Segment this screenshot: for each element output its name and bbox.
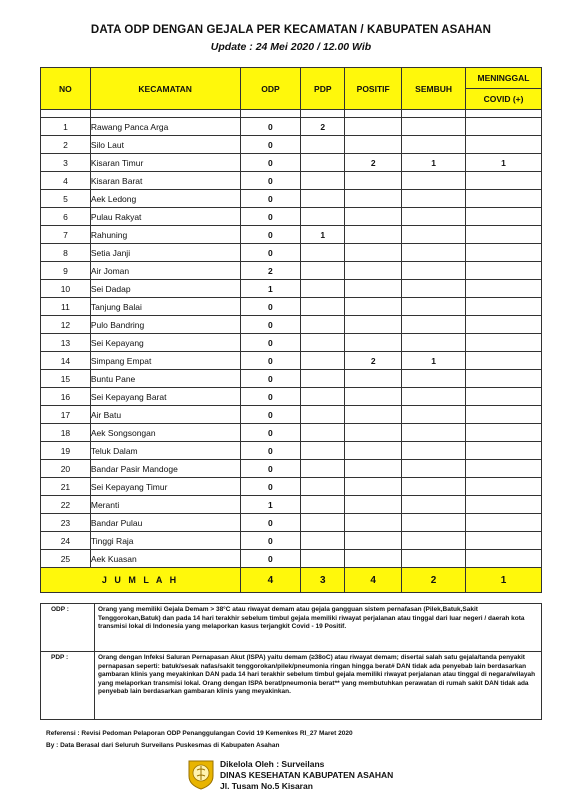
total-pdp: 3 xyxy=(301,568,345,593)
cell-kecamatan: Aek Ledong xyxy=(90,190,240,208)
cell-pdp xyxy=(301,352,345,370)
cell-pdp xyxy=(301,388,345,406)
cell-pdp xyxy=(301,370,345,388)
table-row xyxy=(41,478,542,496)
cell-no: 9 xyxy=(41,262,91,280)
table-row xyxy=(41,316,542,334)
table-row xyxy=(41,334,542,352)
cell-kecamatan: Setia Janji xyxy=(90,244,240,262)
table-row xyxy=(41,406,542,424)
referensi-text: Referensi : Revisi Pedoman Pelaporan ODP Penanggulangan Covid 19 Kemenkes RI_27 Maret 2020 xyxy=(46,730,353,737)
notes-table xyxy=(40,603,542,720)
cell-sembuh xyxy=(402,388,466,406)
cell-meninggal xyxy=(466,460,542,478)
cell-odp: 1 xyxy=(240,496,301,514)
cell-positif xyxy=(345,496,402,514)
cell-pdp xyxy=(301,496,345,514)
page-title: DATA ODP DENGAN GEJALA PER KECAMATAN / KABUPATEN ASAHAN xyxy=(90,24,492,36)
cell-kecamatan: Tanjung Balai xyxy=(90,298,240,316)
cell-no: 18 xyxy=(41,424,91,442)
dinkes-logo-icon xyxy=(187,758,215,790)
cell-sembuh xyxy=(402,550,466,568)
cell-odp: 0 xyxy=(240,352,301,370)
cell-no: 7 xyxy=(41,226,91,244)
cell-pdp xyxy=(301,514,345,532)
cell-pdp xyxy=(301,532,345,550)
cell-positif: 2 xyxy=(345,352,402,370)
table-row xyxy=(41,532,542,550)
cell-sembuh xyxy=(402,172,466,190)
cell-sembuh xyxy=(402,208,466,226)
cell-kecamatan: Sei Dadap xyxy=(90,280,240,298)
table-row xyxy=(41,172,542,190)
cell-meninggal xyxy=(466,514,542,532)
cell-sembuh xyxy=(402,514,466,532)
cell-sembuh xyxy=(402,298,466,316)
cell-pdp xyxy=(301,478,345,496)
cell-sembuh xyxy=(402,424,466,442)
cell-pdp xyxy=(301,334,345,352)
cell-meninggal xyxy=(466,550,542,568)
cell-meninggal xyxy=(466,442,542,460)
cell-no: 24 xyxy=(41,532,91,550)
cell-no: 17 xyxy=(41,406,91,424)
cell-no: 22 xyxy=(41,496,91,514)
cell-kecamatan: Air Joman xyxy=(90,262,240,280)
table-row xyxy=(41,190,542,208)
cell-sembuh xyxy=(402,316,466,334)
cell-sembuh xyxy=(402,406,466,424)
cell-positif xyxy=(345,388,402,406)
total-odp: 4 xyxy=(240,568,301,593)
cell-no: 8 xyxy=(41,244,91,262)
data-table xyxy=(40,67,542,593)
cell-kecamatan: Rawang Panca Arga xyxy=(90,118,240,136)
cell-kecamatan: Pulo Bandring xyxy=(90,316,240,334)
cell-odp: 0 xyxy=(240,532,301,550)
cell-no: 5 xyxy=(41,190,91,208)
cell-kecamatan: Aek Kuasan xyxy=(90,550,240,568)
cell-positif: 2 xyxy=(345,154,402,172)
cell-no: 19 xyxy=(41,442,91,460)
cell-positif xyxy=(345,550,402,568)
cell-sembuh xyxy=(402,460,466,478)
cell-pdp xyxy=(301,136,345,154)
cell-kecamatan: Aek Songsongan xyxy=(90,424,240,442)
cell-sembuh xyxy=(402,532,466,550)
header-covid: COVID (+) xyxy=(466,89,542,110)
cell-positif xyxy=(345,244,402,262)
cell-kecamatan: Buntu Pane xyxy=(90,370,240,388)
cell-no: 4 xyxy=(41,172,91,190)
cell-no: 21 xyxy=(41,478,91,496)
cell-kecamatan: Kisaran Timur xyxy=(90,154,240,172)
cell-positif xyxy=(345,136,402,154)
cell-no: 25 xyxy=(41,550,91,568)
cell-sembuh xyxy=(402,118,466,136)
header-positif: POSITIF xyxy=(345,68,402,110)
cell-odp: 0 xyxy=(240,298,301,316)
header-pdp: PDP xyxy=(301,68,345,110)
cell-positif xyxy=(345,532,402,550)
table-row xyxy=(41,388,542,406)
table-row xyxy=(41,370,542,388)
cell-no: 14 xyxy=(41,352,91,370)
cell-odp: 2 xyxy=(240,262,301,280)
cell-meninggal xyxy=(466,532,542,550)
table-row xyxy=(41,550,542,568)
cell-kecamatan: Silo Laut xyxy=(90,136,240,154)
cell-pdp: 2 xyxy=(301,118,345,136)
cell-no: 6 xyxy=(41,208,91,226)
cell-odp: 0 xyxy=(240,226,301,244)
cell-no: 3 xyxy=(41,154,91,172)
total-row xyxy=(41,568,542,593)
cell-pdp xyxy=(301,244,345,262)
total-positif: 4 xyxy=(345,568,402,593)
source-text: By : Data Berasal dari Seluruh Surveilans Puskesmas di Kabupaten Asahan xyxy=(46,742,280,749)
pdp-note-label: PDP : xyxy=(41,652,95,720)
cell-positif xyxy=(345,514,402,532)
table-body xyxy=(41,110,542,593)
cell-kecamatan: Meranti xyxy=(90,496,240,514)
cell-pdp xyxy=(301,424,345,442)
cell-odp: 0 xyxy=(240,208,301,226)
page-subtitle: Update : 24 Mei 2020 / 12.00 Wib xyxy=(210,41,372,53)
cell-odp: 0 xyxy=(240,316,301,334)
cell-meninggal xyxy=(466,244,542,262)
table-row xyxy=(41,154,542,172)
cell-no: 1 xyxy=(41,118,91,136)
cell-meninggal xyxy=(466,334,542,352)
cell-sembuh xyxy=(402,190,466,208)
cell-sembuh xyxy=(402,334,466,352)
header-kecamatan: KECAMATAN xyxy=(90,68,240,110)
cell-odp: 0 xyxy=(240,154,301,172)
cell-positif xyxy=(345,280,402,298)
cell-meninggal xyxy=(466,370,542,388)
cell-meninggal xyxy=(466,316,542,334)
cell-no: 11 xyxy=(41,298,91,316)
cell-odp: 0 xyxy=(240,136,301,154)
cell-odp: 0 xyxy=(240,550,301,568)
cell-no: 10 xyxy=(41,280,91,298)
header-sembuh: SEMBUH xyxy=(402,68,466,110)
cell-odp: 0 xyxy=(240,244,301,262)
cell-positif xyxy=(345,172,402,190)
odp-note-text: Orang yang memiliki Gejala Demam > 38°C atau riwayat demam atau gejala gangguan sistem pernafasan (Pilek,Batuk,Sakit Tenggorokan,Batuk) dan pada 14 hari terakhir sebelum timbul gejala memiliki riwayat perjalanan atau tinggal dari luar negeri / daerah kota transmisi lokal di Indonesia yang melaporkan kasus terjangkit Covid - 19 Positif. xyxy=(95,604,542,652)
cell-positif xyxy=(345,226,402,244)
header-meninggal: MENINGGAL xyxy=(466,68,542,89)
cell-pdp xyxy=(301,406,345,424)
header-odp: ODP xyxy=(240,68,301,110)
cell-meninggal xyxy=(466,424,542,442)
cell-meninggal xyxy=(466,478,542,496)
cell-odp: 1 xyxy=(240,280,301,298)
cell-kecamatan: Pulau Rakyat xyxy=(90,208,240,226)
table-row xyxy=(41,460,542,478)
table-row xyxy=(41,262,542,280)
cell-meninggal xyxy=(466,388,542,406)
total-label: J U M L A H xyxy=(41,568,241,593)
cell-no: 13 xyxy=(41,334,91,352)
cell-odp: 0 xyxy=(240,388,301,406)
cell-odp: 0 xyxy=(240,478,301,496)
cell-kecamatan: Sei Kepayang Barat xyxy=(90,388,240,406)
table-row xyxy=(41,244,542,262)
table-row xyxy=(41,352,542,370)
cell-no: 23 xyxy=(41,514,91,532)
cell-pdp xyxy=(301,280,345,298)
table-row xyxy=(41,442,542,460)
table-row xyxy=(41,136,542,154)
cell-positif xyxy=(345,190,402,208)
cell-sembuh xyxy=(402,496,466,514)
cell-meninggal xyxy=(466,496,542,514)
cell-positif xyxy=(345,298,402,316)
cell-positif xyxy=(345,442,402,460)
cell-positif xyxy=(345,478,402,496)
cell-odp: 0 xyxy=(240,334,301,352)
cell-no: 2 xyxy=(41,136,91,154)
cell-positif xyxy=(345,316,402,334)
footer xyxy=(220,759,393,792)
table-row xyxy=(41,118,542,136)
cell-pdp xyxy=(301,298,345,316)
cell-odp: 0 xyxy=(240,460,301,478)
cell-meninggal xyxy=(466,226,542,244)
cell-pdp xyxy=(301,172,345,190)
cell-odp: 0 xyxy=(240,172,301,190)
footer-line-3: Jl. Tusam No.5 Kisaran xyxy=(220,781,313,791)
cell-meninggal xyxy=(466,208,542,226)
cell-meninggal xyxy=(466,262,542,280)
pdp-note-text: Orang dengan Infeksi Saluran Pernapasan Akut (ISPA) yaitu demam (≥38oC) atau riwayat demam; disertai salah satu gejala/tanda penyakit pernapasan seperti: batuk/sesak nafas/sakit tenggorokan/pilek/pneumonia ringan hingga berat# DAN tidak ada penyebab lain berdasarkan gambaran klinis yang meyakinkan DAN pada 14 hari terakhir sebelum timbul gejala memiliki riwayat perjalanan atau tinggal di negara/wilayah yang melaporkan transmisi lokal. Orang dengan ISPA berat/pneumonia berat** yang membutuhkan perawatan di rumah sakit DAN tidak ada penyebab lain berdasarkan gambaran klinis yang meyakinkan. xyxy=(95,652,542,720)
cell-sembuh xyxy=(402,226,466,244)
table-row xyxy=(41,298,542,316)
cell-kecamatan: Rahuning xyxy=(90,226,240,244)
cell-sembuh: 1 xyxy=(402,352,466,370)
cell-kecamatan: Sei Kepayang Timur xyxy=(90,478,240,496)
cell-positif xyxy=(345,406,402,424)
cell-meninggal xyxy=(466,280,542,298)
total-meninggal: 1 xyxy=(466,568,542,593)
cell-no: 12 xyxy=(41,316,91,334)
cell-positif xyxy=(345,262,402,280)
cell-positif xyxy=(345,118,402,136)
cell-meninggal xyxy=(466,406,542,424)
cell-positif xyxy=(345,460,402,478)
cell-pdp xyxy=(301,460,345,478)
cell-sembuh xyxy=(402,280,466,298)
cell-sembuh: 1 xyxy=(402,154,466,172)
cell-positif xyxy=(345,370,402,388)
footer-line-2: DINAS KESEHATAN KABUPATEN ASAHAN xyxy=(220,770,394,780)
cell-odp: 0 xyxy=(240,190,301,208)
cell-sembuh xyxy=(402,244,466,262)
cell-pdp: 1 xyxy=(301,226,345,244)
cell-meninggal xyxy=(466,172,542,190)
spacer-row xyxy=(41,110,542,118)
cell-sembuh xyxy=(402,442,466,460)
cell-odp: 0 xyxy=(240,442,301,460)
cell-odp: 0 xyxy=(240,424,301,442)
cell-meninggal xyxy=(466,298,542,316)
footer-line-1: Dikelola Oleh : Surveilans xyxy=(220,759,325,769)
cell-kecamatan: Air Batu xyxy=(90,406,240,424)
cell-kecamatan: Tinggi Raja xyxy=(90,532,240,550)
cell-odp: 0 xyxy=(240,118,301,136)
header-no: NO xyxy=(41,68,91,110)
cell-kecamatan: Kisaran Barat xyxy=(90,172,240,190)
cell-pdp xyxy=(301,208,345,226)
cell-positif xyxy=(345,334,402,352)
cell-kecamatan: Sei Kepayang xyxy=(90,334,240,352)
cell-pdp xyxy=(301,154,345,172)
cell-no: 20 xyxy=(41,460,91,478)
cell-pdp xyxy=(301,442,345,460)
cell-odp: 0 xyxy=(240,370,301,388)
cell-kecamatan: Teluk Dalam xyxy=(90,442,240,460)
cell-kecamatan: Simpang Empat xyxy=(90,352,240,370)
cell-sembuh xyxy=(402,136,466,154)
cell-positif xyxy=(345,424,402,442)
cell-odp: 0 xyxy=(240,514,301,532)
table-row xyxy=(41,496,542,514)
table-row xyxy=(41,424,542,442)
cell-meninggal: 1 xyxy=(466,154,542,172)
cell-odp: 0 xyxy=(240,406,301,424)
cell-positif xyxy=(345,208,402,226)
cell-no: 16 xyxy=(41,388,91,406)
cell-pdp xyxy=(301,550,345,568)
cell-sembuh xyxy=(402,370,466,388)
cell-kecamatan: Bandar Pasir Mandoge xyxy=(90,460,240,478)
table-row xyxy=(41,514,542,532)
cell-sembuh xyxy=(402,478,466,496)
cell-meninggal xyxy=(466,190,542,208)
total-sembuh: 2 xyxy=(402,568,466,593)
cell-no: 15 xyxy=(41,370,91,388)
cell-meninggal xyxy=(466,118,542,136)
odp-note-label: ODP : xyxy=(41,604,95,652)
cell-meninggal xyxy=(466,352,542,370)
cell-pdp xyxy=(301,190,345,208)
table-row xyxy=(41,280,542,298)
cell-sembuh xyxy=(402,262,466,280)
table-row xyxy=(41,208,542,226)
cell-pdp xyxy=(301,316,345,334)
cell-kecamatan: Bandar Pulau xyxy=(90,514,240,532)
cell-pdp xyxy=(301,262,345,280)
table-row xyxy=(41,226,542,244)
cell-meninggal xyxy=(466,136,542,154)
